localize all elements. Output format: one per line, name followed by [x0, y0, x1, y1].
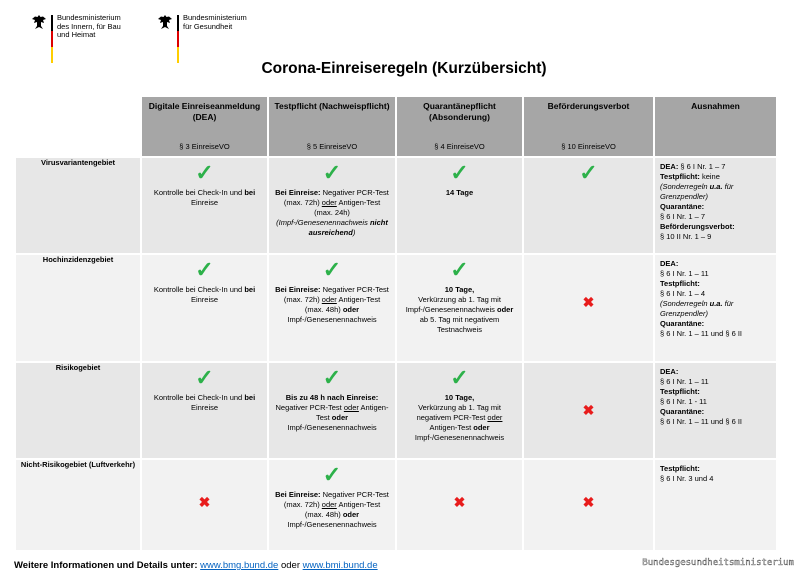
col-header-quarantaene [396, 96, 523, 157]
legal-reference: § 4 EinreiseVO [434, 142, 485, 151]
check-icon: ✓ [450, 160, 469, 185]
table-row [15, 254, 777, 362]
bmi-logo [31, 14, 121, 63]
check-icon: ✓ [322, 462, 342, 487]
transport-ban-cell [523, 459, 654, 551]
legal-reference: § 5 EinreiseVO [306, 142, 358, 151]
footer-text: Weitere Informationen und Details unter: [14, 560, 201, 571]
exceptions-cell: DEA: § 6 I Nr. 1 – 7 Testpflicht: keine (Sonderregeln u.a. für Grenzpendler) Quarantäne: § 6 I Nr. 1 – 7 Beförderungsverbot: § 10 II Nr. 1 – 9 [654, 157, 777, 254]
bmg-logo [157, 14, 247, 63]
transport-ban-cell [523, 362, 654, 459]
dea-cell: ✓ Kontrolle bei Check-In und bei Einreise [141, 157, 268, 254]
dea-cell: ✓ Kontrolle bei Check-In und bei Einreise [141, 362, 268, 459]
col-header-ausnahmen [654, 96, 777, 157]
transport-ban-cell [523, 157, 654, 254]
table-header-row [15, 96, 777, 157]
exceptions-cell: DEA: § 6 I Nr. 1 – 11 Testpflicht: § 6 I Nr. 1 – 4 (Sonderregeln u.a. für Grenzpendler) Quarantäne: § 6 I Nr. 1 – 11 und § 6 II [654, 254, 777, 362]
check-icon: ✓ [450, 257, 469, 282]
table-row [15, 459, 777, 551]
federal-eagle-icon [157, 14, 173, 30]
exceptions-cell: Testpflicht: § 6 I Nr. 3 und 4 [654, 459, 777, 551]
col-header-label: Beförderungsverbot [547, 101, 630, 111]
col-header-label: Digitale Einreiseanmeldung (DEA) [148, 101, 261, 122]
check-icon: ✓ [322, 257, 342, 282]
legal-reference: § 10 EinreiseVO [561, 142, 616, 151]
federal-eagle-icon [31, 14, 47, 30]
check-icon: ✓ [322, 365, 342, 390]
test-cell: ✓ Bis zu 48 h nach Einreise: Negativer PCR-Test oder Antigen-Test oder Impf-/Genesenennachweis [268, 362, 396, 459]
col-header-dea [141, 96, 268, 157]
col-header-label: Testpflicht (Nachweispflicht) [274, 101, 390, 111]
german-flag-bar [177, 15, 179, 63]
col-header-testpflicht [268, 96, 396, 157]
quarantine-cell: ✓ 10 Tage, Verkürzung ab 1. Tag mit Impf-/Genesenennachweis oder ab 5. Tag mit negativem Testnachweis [396, 254, 523, 362]
bmi-link[interactable]: www.bmi.bund.de [302, 560, 378, 571]
check-icon: ✓ [450, 365, 469, 390]
footer-or: oder [278, 560, 303, 571]
cross-icon: ✖ [582, 494, 595, 510]
cross-icon: ✖ [198, 494, 211, 510]
brand-wordmark: Bundesgesundheitsministerium [642, 558, 794, 568]
test-cell: ✓ Bei Einreise: Negativer PCR-Test (max. 72h) oder Antigen-Test (max. 48h) oder Impf-/Genesenennachweis [268, 254, 396, 362]
test-cell: ✓ Bei Einreise: Negativer PCR-Test (max. 72h) oder Antigen-Test (max. 24h) (Impf-/Genesenennachweis nicht ausreichend) [268, 157, 396, 254]
quarantine-cell [396, 459, 523, 551]
footer-info [14, 560, 378, 571]
corner-cell [15, 96, 141, 157]
ministry-name: Bundesministerium des Innern, für Bau und Heimat [57, 13, 121, 39]
cross-icon: ✖ [582, 294, 595, 310]
row-header: Risikogebiet [15, 362, 141, 459]
dea-cell [141, 459, 268, 551]
cross-icon: ✖ [582, 402, 595, 418]
row-header: Virusvariantengebiet [15, 157, 141, 254]
quarantine-cell: ✓ 10 Tage, Verkürzung ab 1. Tag mit negativem PCR-Test oder Antigen-Test oder Impf-/Genesenennachweis [396, 362, 523, 459]
table-row [15, 362, 777, 459]
quarantine-cell: ✓ 14 Tage [396, 157, 523, 254]
ministry-name: Bundesministerium für Gesundheit [183, 13, 247, 31]
legal-reference: § 3 EinreiseVO [179, 142, 230, 151]
check-icon: ✓ [195, 365, 214, 390]
test-cell: ✓ Bei Einreise: Negativer PCR-Test (max. 72h) oder Antigen-Test (max. 48h) oder Impf-/Genesenennachweis [268, 459, 396, 551]
check-icon: ✓ [195, 257, 214, 282]
row-header: Hochinzidenzgebiet [15, 254, 141, 362]
bmg-link[interactable]: www.bmg.bund.de [200, 560, 279, 571]
row-header: Nicht-Risikogebiet (Luftverkehr) [15, 459, 141, 551]
dea-cell: ✓ Kontrolle bei Check-In und bei Einreise [141, 254, 268, 362]
col-header-befoerderungsverbot [523, 96, 654, 157]
col-header-label: Quarantänepflicht (Absonderung) [423, 101, 496, 122]
german-flag-bar [51, 15, 53, 63]
cross-icon: ✖ [453, 494, 466, 510]
transport-ban-cell [523, 254, 654, 362]
check-icon: ✓ [195, 160, 214, 185]
table-row [15, 157, 777, 254]
check-icon: ✓ [322, 160, 342, 185]
page-title: Corona-Einreiseregeln (Kurzübersicht) [261, 60, 547, 77]
exceptions-cell: DEA: § 6 I Nr. 1 – 11 Testpflicht: § 6 I Nr. 1 - 11 Quarantäne: § 6 I Nr. 1 – 11 und § 6 II [654, 362, 777, 459]
check-icon: ✓ [579, 160, 598, 185]
col-header-label: Ausnahmen [691, 101, 740, 111]
entry-rules-table [14, 95, 778, 552]
